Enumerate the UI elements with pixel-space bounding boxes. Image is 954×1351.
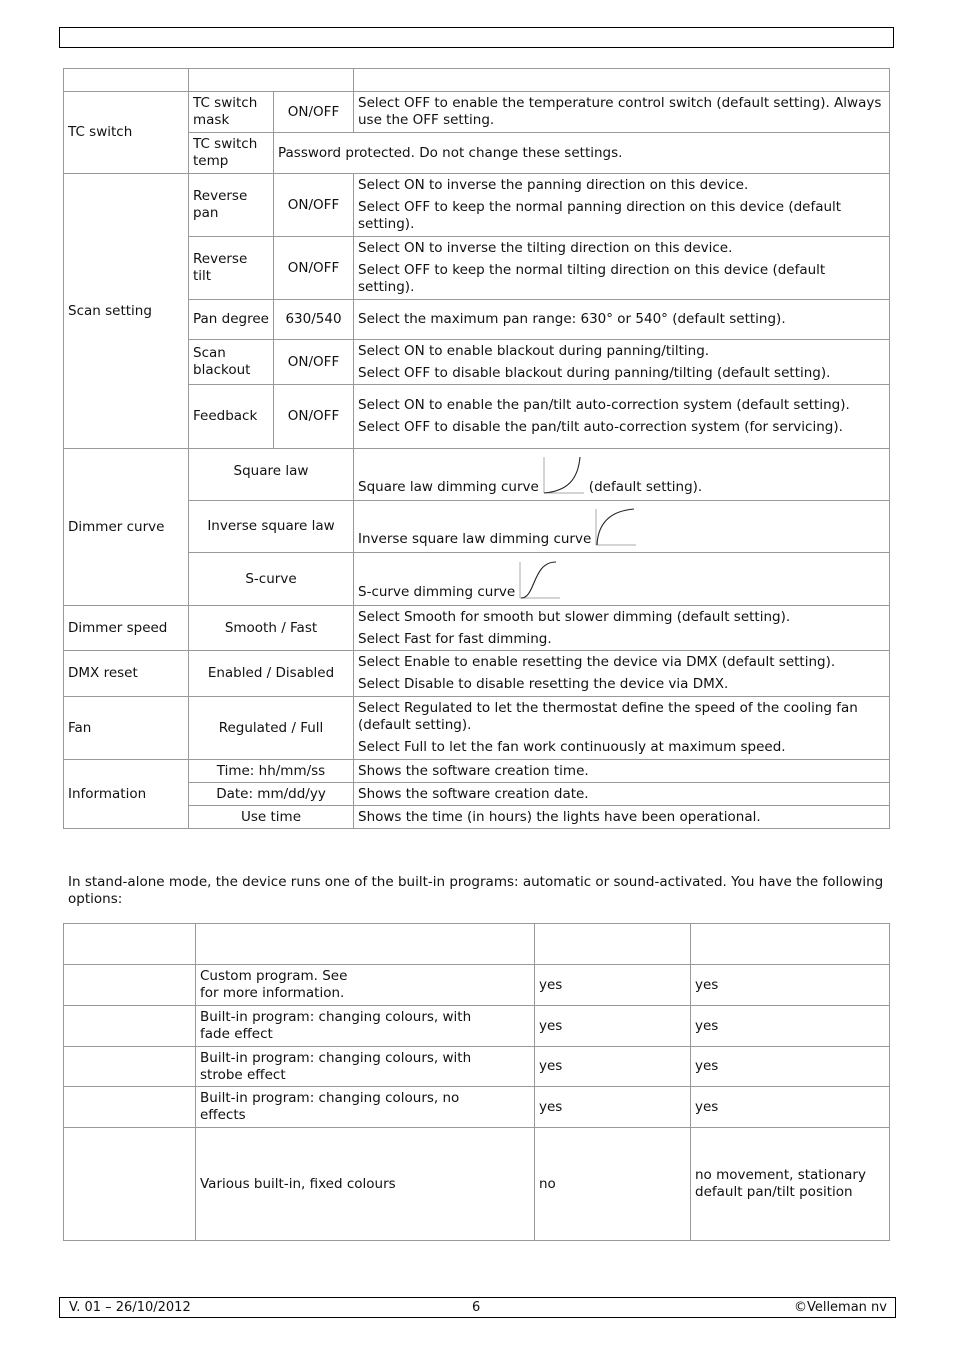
option-description: Shows the software creation time. <box>354 760 890 783</box>
option-value: ON/OFF <box>274 174 354 237</box>
option-name: Square law <box>189 449 354 501</box>
program-description <box>196 1006 535 1047</box>
option-description: Shows the software creation date. <box>354 783 890 806</box>
description-line: effects <box>200 1107 246 1123</box>
description-line: Select ON to enable the pan/tilt auto-correction system (default setting). <box>358 397 850 413</box>
description-line: Select OFF to keep the normal tilting direction on this device (default setting). <box>358 262 826 295</box>
option-description <box>354 553 890 606</box>
description-line: Select Regulated to let the thermostat define the speed of the cooling fan (default setting). <box>358 700 858 733</box>
description-line: Select ON to inverse the tilting direction on this device. <box>358 240 733 256</box>
option-description <box>354 174 890 237</box>
option-description <box>354 449 890 501</box>
table-row <box>64 92 890 133</box>
option-name: Pan degree <box>189 300 274 340</box>
program-cell: yes <box>535 1047 691 1087</box>
description-line: Built-in program: changing colours, with <box>200 1049 472 1066</box>
option-description <box>354 385 890 449</box>
description-line: Select OFF to disable the pan/tilt auto-correction system (for servicing). <box>358 419 843 435</box>
curve-suffix: (default setting). <box>588 479 703 495</box>
program-cell: no movement, stationary default pan/tilt position <box>691 1128 890 1241</box>
option-description: Select the maximum pan range: 630° or 540° (default setting). <box>354 300 890 340</box>
footer-version: V. 01 – 26/10/2012 <box>69 1300 191 1315</box>
description-line: Select OFF to keep the normal panning direction on this device (default setting). <box>358 199 842 232</box>
table-row <box>64 697 890 760</box>
description-line: fade effect <box>200 1026 273 1042</box>
description-line: Select ON to enable blackout during panning/tilting. <box>358 342 710 359</box>
page-footer <box>59 1297 896 1318</box>
program-cell: yes <box>691 1087 890 1128</box>
settings-table <box>63 68 890 829</box>
option-value: 630/540 <box>274 300 354 340</box>
program-cell: yes <box>691 1006 890 1047</box>
program-cell: yes <box>691 965 890 1006</box>
description-line: Select Disable to disable resetting the device via DMX. <box>358 676 729 692</box>
program-description: Various built-in, fixed colours <box>196 1128 535 1241</box>
table-row <box>64 449 890 501</box>
option-value: Regulated / Full <box>189 697 354 760</box>
option-name: TC switch temp <box>189 133 274 174</box>
curve-description: Inverse square law dimming curve <box>358 531 592 547</box>
description-line: Built-in program: changing colours, with <box>200 1009 472 1025</box>
program-description <box>196 965 535 1006</box>
option-description: Select OFF to enable the temperature control switch (default setting). Always use the OFF setting. <box>354 92 890 133</box>
standalone-intro-paragraph: In stand-alone mode, the device runs one of the built-in programs: automatic or sound-activated. You have the following options: <box>68 874 884 907</box>
table-row <box>64 606 890 651</box>
option-name: Inverse square law <box>189 501 354 553</box>
table-row <box>64 760 890 783</box>
option-name: Feedback <box>189 385 274 449</box>
table-row <box>64 1087 890 1128</box>
option-value: ON/OFF <box>274 340 354 385</box>
table-row <box>64 651 890 697</box>
program-cell: yes <box>535 1087 691 1128</box>
option-value: ON/OFF <box>274 237 354 300</box>
option-name: S-curve <box>189 553 354 606</box>
option-value: ON/OFF <box>274 385 354 449</box>
program-cell: yes <box>535 965 691 1006</box>
description-line: Select ON to inverse the panning direction on this device. <box>358 177 749 193</box>
table-row <box>64 1047 890 1087</box>
description-line: Select Full to let the fan work continuously at maximum speed. <box>358 739 786 755</box>
table-row <box>64 965 890 1006</box>
curve-description: S-curve dimming curve <box>358 584 516 600</box>
footer-page-number: 6 <box>472 1300 481 1315</box>
page-header-box <box>59 27 894 48</box>
table-header-row <box>64 924 890 965</box>
description-line: Select OFF to disable blackout during panning/tilting (default setting). <box>358 364 831 381</box>
description-line: Built-in program: changing colours, no <box>200 1090 460 1106</box>
option-value: Smooth / Fast <box>189 606 354 651</box>
description-line: Select Enable to enable resetting the device via DMX (default setting). <box>358 654 836 670</box>
option-description <box>354 606 890 651</box>
table-row <box>64 1006 890 1047</box>
s-curve-icon <box>518 560 562 600</box>
option-name: TC switch mask <box>189 92 274 133</box>
inverse-square-law-curve-icon <box>594 507 638 547</box>
option-name: Scan blackout <box>189 340 274 385</box>
row-label: Fan <box>64 697 189 760</box>
option-name: Reverse tilt <box>189 237 274 300</box>
programs-table <box>63 923 890 1241</box>
square-law-curve-icon <box>542 455 586 495</box>
description-line: for more information. <box>200 985 345 1001</box>
table-row <box>64 174 890 237</box>
program-description <box>196 1087 535 1128</box>
option-value: ON/OFF <box>274 92 354 133</box>
option-name: Reverse pan <box>189 174 274 237</box>
option-description <box>354 237 890 300</box>
row-label: Scan setting <box>64 174 189 449</box>
option-value: Use time <box>189 806 354 829</box>
option-description: Password protected. Do not change these settings. <box>274 133 890 174</box>
row-label: DMX reset <box>64 651 189 697</box>
option-description <box>354 651 890 697</box>
curve-description: Square law dimming curve <box>358 479 539 495</box>
description-line: Select Smooth for smooth but slower dimming (default setting). <box>358 608 791 625</box>
option-description <box>354 501 890 553</box>
description-line: Custom program. See <box>200 968 348 984</box>
option-description <box>354 697 890 760</box>
option-description <box>354 340 890 385</box>
row-label: Dimmer speed <box>64 606 189 651</box>
program-cell: yes <box>691 1047 890 1087</box>
footer-copyright: ©Velleman nv <box>793 1300 887 1315</box>
table-header-row <box>64 69 890 92</box>
row-label: Information <box>64 760 189 829</box>
option-value: Date: mm/dd/yy <box>189 783 354 806</box>
program-cell: yes <box>535 1006 691 1047</box>
table-row <box>64 1128 890 1241</box>
description-line: strobe effect <box>200 1066 286 1083</box>
row-label: TC switch <box>64 92 189 174</box>
description-line: Select Fast for fast dimming. <box>358 630 552 647</box>
option-value: Enabled / Disabled <box>189 651 354 697</box>
option-description: Shows the time (in hours) the lights have been operational. <box>354 806 890 829</box>
program-description <box>196 1047 535 1087</box>
row-label: Dimmer curve <box>64 449 189 606</box>
program-cell: no <box>535 1128 691 1241</box>
option-value: Time: hh/mm/ss <box>189 760 354 783</box>
